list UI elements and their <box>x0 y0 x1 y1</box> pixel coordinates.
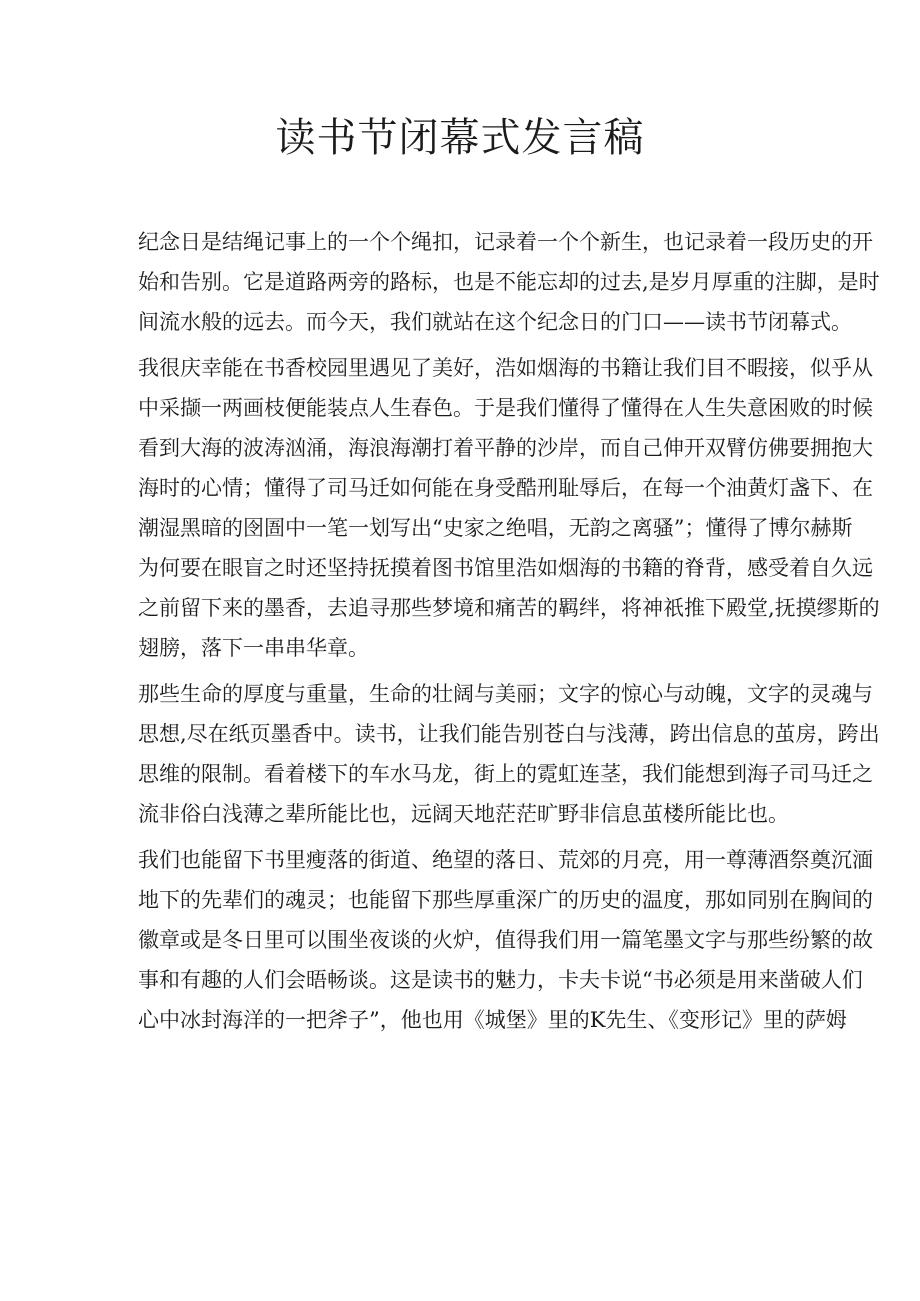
text-line: 之前留下来的墨香，去追寻那些梦境和痛苦的羁绊，将神祇推下殿堂,抚摸缪斯的 <box>138 596 880 620</box>
document-title: 读书节闭幕式发言稿 <box>275 115 645 161</box>
paragraph-4 <box>138 840 873 1040</box>
text-line: 纪念日是结绳记事上的一个个绳扣，记录着一个个新生，也记录着一段历史的开 <box>138 230 873 254</box>
paragraph-2 <box>138 348 880 668</box>
text-line: 为何要在眼盲之时还坚持抚摸着图书馆里浩如烟海的书籍的脊背，感受着自久远 <box>138 556 873 580</box>
text-line: 那些生命的厚度与重量，生命的壮阔与美丽；文字的惊心与动魄，文字的灵魂与 <box>138 682 873 706</box>
text-line: 间流水般的远去。而今天，我们就站在这个纪念日的门口——读书节闭幕式。 <box>138 310 852 334</box>
text-line: 始和告别。它是道路两旁的路标，也是不能忘却的过去,是岁月厚重的注脚，是时 <box>138 270 880 294</box>
text-line: 思想,尽在纸页墨香中。读书，让我们能告别苍白与浅薄，跨出信息的茧房，跨出 <box>138 722 880 746</box>
document-body <box>138 222 880 1046</box>
text-line: 我们也能留下书里瘦落的街道、绝望的落日、荒郊的月亮，用一尊薄酒祭奠沉湎 <box>138 848 873 872</box>
text-line: 翅膀，落下一串串华章。 <box>138 636 369 660</box>
text-line: 潮湿黑暗的囹圄中一笔一划写出“史家之绝唱，无韵之离骚”；懂得了博尔赫斯 <box>138 516 853 540</box>
text-line: 思维的限制。看着楼下的车水马龙，街上的霓虹连茎，我们能想到海子司马迁之 <box>138 762 873 786</box>
text-line: 徽章或是冬日里可以围坐夜谈的火炉，值得我们用一篇笔墨文字与那些纷繁的故 <box>138 928 873 952</box>
text-line: 看到大海的波涛汹涌，海浪海潮打着平静的沙岸，而自己伸开双臂仿佛要拥抱大 <box>138 436 873 460</box>
text-line: 事和有趣的人们会晤畅谈。这是读书的魅力，卡夫卡说“书必须是用来凿破人们 <box>138 968 863 992</box>
text-line: 心中冰封海洋的一把斧子”，他也用《城堡》里的K先生、《变形记》里的萨姆 <box>138 1008 847 1032</box>
text-line: 海时的心情；懂得了司马迁如何能在身受酷刑耻辱后，在每一个油黄灯盏下、在 <box>138 476 873 500</box>
text-line: 流非俗白浅薄之辈所能比也，远阔天地茫茫旷野非信息茧楼所能比也。 <box>138 802 789 826</box>
text-line: 地下的先辈们的魂灵；也能留下那些厚重深广的历史的温度，那如同别在胸间的 <box>138 888 873 912</box>
paragraph-1 <box>138 222 880 342</box>
paragraph-3 <box>138 674 880 834</box>
text-line: 我很庆幸能在书香校园里遇见了美好，浩如烟海的书籍让我们目不暇接，似乎从 <box>138 356 873 380</box>
text-line: 中采撷一两画枝便能装点人生春色。于是我们懂得了懂得在人生失意困败的时候 <box>138 396 873 420</box>
